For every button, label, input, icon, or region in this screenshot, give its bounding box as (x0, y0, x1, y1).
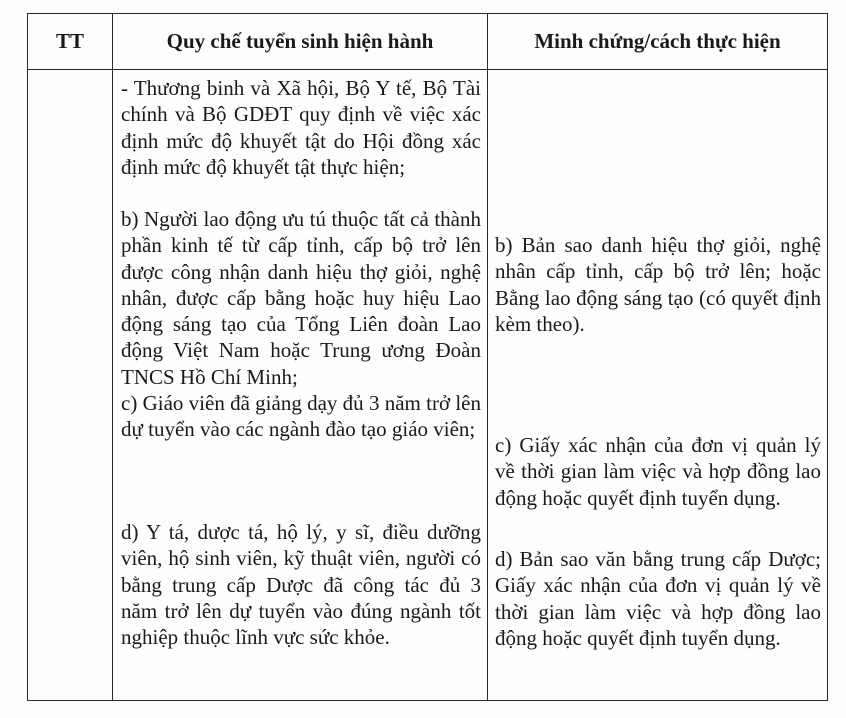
header-tt: TT (28, 14, 113, 70)
tt-cell (28, 70, 113, 701)
rule-paragraph-b: b) Người lao động ưu tú thuộc tất cả thành phần kinh tế từ cấp tỉnh, cấp bộ trở lên được công nhận danh hiệu thợ giỏi, nghệ nhân, được cấp bằng hoặc huy hiệu Lao động sáng tạo của Tổng Liên đoàn Lao động Việt Nam hoặc Trung ương Đoàn TNCS Hồ Chí Minh; (121, 207, 481, 389)
rule-paragraph-continued: - Thương binh và Xã hội, Bộ Y tế, Bộ Tài chính và Bộ GDĐT quy định về việc xác định mức độ khuyết tật do Hội đồng xác định mức độ khuyết tật thực hiện; (121, 76, 481, 179)
header-proof: Minh chứng/cách thực hiện (488, 14, 828, 70)
admission-rules-table (27, 13, 828, 701)
rule-paragraph-c: c) Giáo viên đã giảng dạy đủ 3 năm trở lên dự tuyển vào các ngành đào tạo giáo viên; (121, 391, 481, 442)
proof-cell (488, 70, 828, 701)
proof-paragraph-b: b) Bản sao danh hiệu thợ giỏi, nghệ nhân cấp tỉnh, cấp bộ trở lên; hoặc Bằng lao động sáng tạo (có quyết định kèm theo). (495, 233, 821, 336)
rule-cell (113, 70, 488, 701)
table-header-row (28, 14, 828, 70)
proof-paragraph-c: c) Giấy xác nhận của đơn vị quản lý về thời gian làm việc và hợp đồng lao động hoặc quyết định tuyển dụng. (495, 433, 821, 510)
header-rule: Quy chế tuyển sinh hiện hành (113, 14, 488, 70)
proof-paragraph-d: d) Bản sao văn bằng trung cấp Dược; Giấy xác nhận của đơn vị quản lý về thời gian làm việc và hợp đồng lao động hoặc quyết định tuyển dụng. (495, 547, 821, 650)
table-row (28, 70, 828, 701)
rule-paragraph-d: d) Y tá, dược tá, hộ lý, y sĩ, điều dưỡng viên, hộ sinh viên, kỹ thuật viên, người có bằng trung cấp Dược đã công tác đủ 3 năm trở lên dự tuyển vào đúng ngành tốt nghiệp thuộc lĩnh vực sức khỏe. (121, 520, 481, 650)
